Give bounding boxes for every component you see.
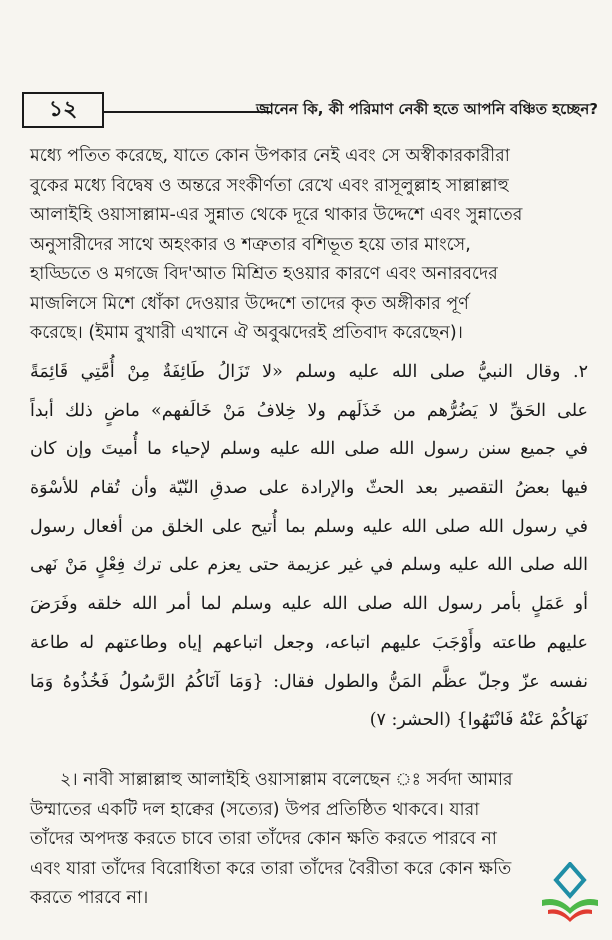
running-title: জানেন কি, কী পরিমাণ নেকী হতে আপনি বঞ্চিত হচ্ছেন? [256, 100, 598, 118]
bengali-paragraph-1 [30, 142, 588, 349]
text-line: আলাইহি ওয়াসাল্লাম-এর সুন্নাত থেকে দূরে থাকার উদ্দেশে এবং সুন্নাতের [30, 205, 523, 225]
text-line: তাঁদের অপদস্ত করতে চাবে তারা তাঁদের কোন ক্ষতি করতে পারবে না [30, 829, 497, 849]
arabic-line: عليهم طاعته وأَوْجَبَ عليهم اتباعه، وجعل اتباعهم إياه وطاعتهم له طاعة [30, 632, 588, 653]
text-line: মধ্যে পতিত করেছে, যাতে কোন উপকার নেই এবং সে অস্বীকারকারীরা [30, 146, 510, 166]
arabic-line: فيها بعضُ التقصير بعد الحثّ والإرادة على صدقِ النّيّة وأن تُقام للأسْوَة [30, 478, 588, 499]
text-line: বুকের মধ্যে বিদ্বেষ ও অন্তরে সংকীর্ণতা রেখে এবং রাসূলুল্লাহ সাল্লাল্লাহু [30, 175, 509, 196]
text-line: হাড্ডিতে ও মগজে বিদ'আত মিশ্রিত হওয়ার কারণে এবং অনারবদের [30, 264, 498, 284]
arabic-line: الله صلى الله عليه وسلم في غير عزيمة حتى يعزم على ترك فِعْلٍ مَنْ نَهى [30, 555, 588, 576]
page-number: ১২ [22, 92, 104, 128]
header-rule [102, 111, 272, 113]
arabic-line: في رسول الله صلى الله عليه وسلم بما أُتيح على الخلق من أفعال رسول [30, 516, 588, 537]
arabic-line: ٢. وقال النبيُّ صلى الله عليه وسلم «لا تَزَالُ طَائِفَةٌ مِنْ أُمَّتِي قَائِمَةً [30, 362, 588, 382]
text-line: করতে পারবে না। [30, 888, 149, 908]
arabic-line: نفسه عزّ وجلّ عظَّم المَنُّ والطول فقال: {وَمَا آتَاكُمُ الرَّسُولُ فَخُذُوهُ وَمَا [30, 671, 588, 692]
arabic-line: نَهَاكُمْ عَنْهُ فَانْتَهُوا} (الحشر: ٧) [369, 710, 588, 731]
text-line: মাজলিসে মিশে ধোঁকা দেওয়ার উদ্দেশে তাদের কৃত অঙ্গীকার পূর্ণ [30, 293, 469, 314]
arabic-line: في جميع سنن رسول الله صلى الله عليه وسلم لإحياء ما أُميتَ وإن كان [30, 439, 588, 460]
text-line: অনুসারীদের সাথে অহংকার ও শত্রুতার বশিভূত হয়ে তার মাংসে, [30, 234, 471, 255]
arabic-line: على الحَقِّ لا يَضُرُّهم من خَذَلَهم ولا خِلافُ مَنْ خَالَفهم» ماضٍ ذلك أبداً [30, 400, 588, 421]
arabic-hadith-text [30, 353, 588, 740]
arabic-line: أو عَمَلٍ بأمر رسول الله صلى الله عليه وسلم لما أمر الله خلقه وفَرَضَ [30, 594, 588, 615]
page-header [22, 92, 600, 130]
text-line: করেছে। (ইমাম বুখারী এখানে ঐ অবুঝদেরই প্রতিবাদ করেছেন)। [30, 323, 463, 343]
bengali-paragraph-2 [30, 766, 588, 914]
publisher-logo-icon [538, 862, 602, 924]
text-line: ২। নাবী সাল্লাল্লাহু আলাইহি ওয়াসাল্লাম বলেছেন ঃ সর্বদা আমার [60, 770, 513, 790]
text-line: এবং যারা তাঁদের বিরোধিতা করে তারা তাঁদের বৈরীতা করে কোন ক্ষতি [30, 858, 512, 879]
text-line: উম্মাতের একটি দল হাক্বের (সত্যের) উপর প্রতিষ্ঠিত থাকবে। যারা [30, 799, 480, 820]
